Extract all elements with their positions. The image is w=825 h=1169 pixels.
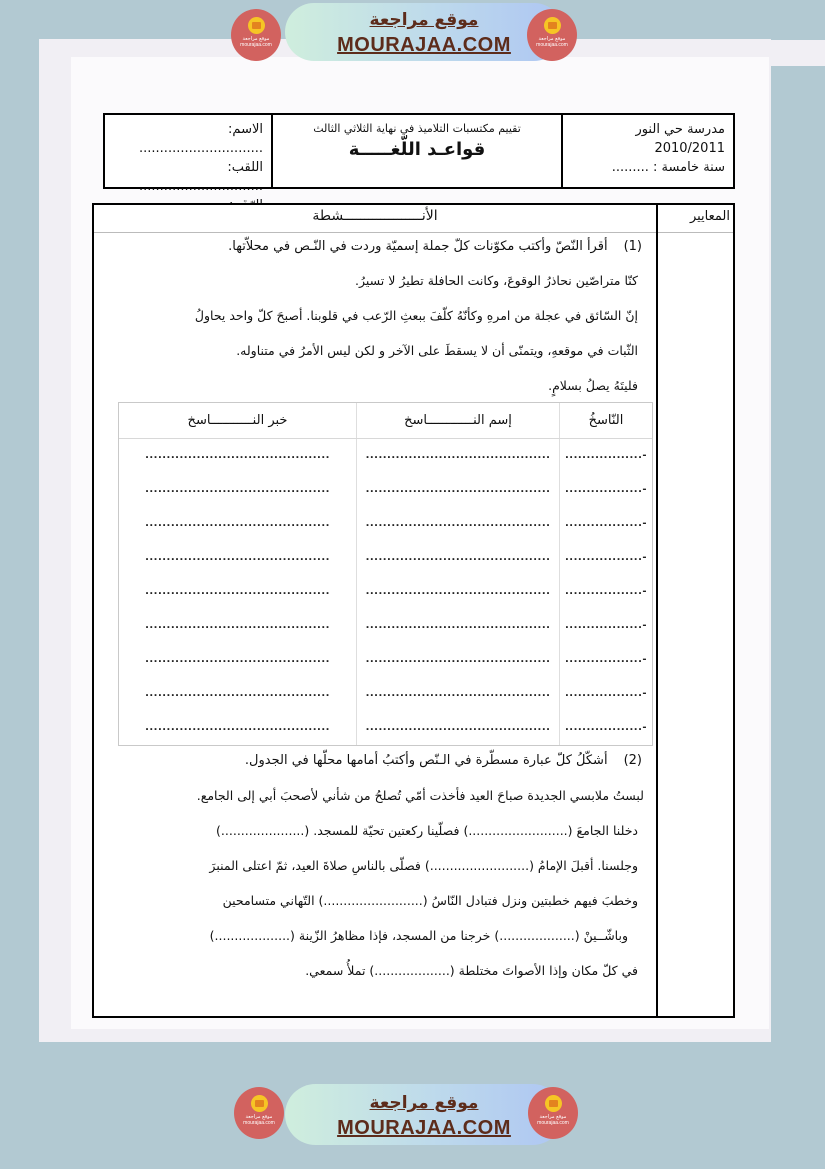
answer-cell-khabar: ........................................... <box>145 620 330 631</box>
site-logo <box>234 1087 284 1139</box>
reading-text-line: كنّا متراصّين نحاذرُ الوقوعَ، وكانت الحافلة تطيرُ لا تسيرُ. <box>354 273 638 288</box>
site-logo <box>231 9 281 61</box>
answer-cell-ism: ........................................... <box>356 541 559 575</box>
school-info-cell <box>561 115 733 187</box>
answer-table-row <box>119 473 652 507</box>
exercise1-instruction <box>94 239 656 254</box>
logo-caption-ar: موقع مراجعة <box>538 36 566 42</box>
page-edge-strip <box>771 40 825 66</box>
exercise2-text-line: وجلسنا. أقبلَ الإمامُ (.........................) فصلّى بالناسِ صلاةَ العيد، ثمّ اعتلى المنبرَ <box>209 858 638 873</box>
answer-cell-ism: ........................................... <box>356 575 559 609</box>
site-domain-link[interactable]: MOURAJAA.COM <box>337 1117 511 1139</box>
exercise2-text-line: وخطبَ فيهم خطبتين ونزل فتبادل النّاسُ (.........................) التّهاني متسامحين <box>222 893 638 908</box>
logo-caption-domain: mourajaa.com <box>240 42 272 48</box>
grade-level: سنة خامسة : ......... <box>611 160 725 175</box>
answer-cell-khabar: ........................................... <box>145 552 330 563</box>
site-logo <box>528 1087 578 1139</box>
answer-cell-ism: ........................................... <box>356 643 559 677</box>
worksheet-body <box>92 203 735 1018</box>
answer-table-row <box>119 609 652 643</box>
exam-header-table <box>103 113 735 194</box>
answer-cell-ism: ........................................... <box>356 473 559 507</box>
answer-table-row <box>119 575 652 609</box>
answer-cell-nasikh: -.................. <box>559 507 652 541</box>
book-icon <box>545 1095 562 1112</box>
site-name-arabic[interactable]: موقع مراجعة <box>369 10 479 30</box>
criteria-column <box>656 205 733 1016</box>
logo-caption-ar: موقع مراجعة <box>245 1114 273 1120</box>
student-id-cell <box>105 115 271 194</box>
answer-table-row <box>119 541 652 575</box>
answer-cell-ism: ........................................... <box>356 677 559 711</box>
answer-cell-khabar: ........................................... <box>145 450 330 461</box>
answer-cell-ism: ........................................... <box>356 711 559 745</box>
column-header-ism-nasikh: إسم النــــــــــــاسخ <box>356 403 559 438</box>
answer-cell-nasikh: -.................. <box>559 677 652 711</box>
column-header-nasikh: النّاسخُ <box>559 403 652 438</box>
answer-cell-nasikh: -.................. <box>559 711 652 745</box>
answer-table-header <box>119 403 652 439</box>
exercise2-instruction <box>94 753 656 768</box>
answer-cell-nasikh: -.................. <box>559 473 652 507</box>
column-header-khabar-nasikh: خبر النـــــــــــاسخ <box>187 413 288 428</box>
answer-table-row <box>119 439 652 473</box>
exercise2-text-line: لبستُ ملابسي الجديدة صباحَ العيد فأخذت أمّي تُصلحُ من شأني لأصحبَ أبي إلى الجامع. <box>196 788 644 803</box>
answer-cell-khabar: ........................................... <box>145 484 330 495</box>
book-icon <box>248 17 265 34</box>
answer-cell-ism: ........................................... <box>356 439 559 473</box>
subject-title: قواعـد اللّغـــــة <box>348 139 486 160</box>
answer-cell-ism: ........................................... <box>356 507 559 541</box>
logo-caption-domain: mourajaa.com <box>537 1120 569 1126</box>
exercise1-number: (1) <box>623 239 642 254</box>
answer-table-row <box>119 643 652 677</box>
site-banner-top[interactable] <box>285 3 563 61</box>
book-icon <box>544 17 561 34</box>
logo-caption-domain: mourajaa.com <box>243 1120 275 1126</box>
student-name-field: الاسم: .............................. <box>139 122 263 156</box>
school-name: مدرسة حي النور <box>635 122 725 137</box>
answer-cell-nasikh: -.................. <box>559 439 652 473</box>
logo-caption-ar: موقع مراجعة <box>242 36 270 42</box>
exercise2-text-line: وباشّــينْ (...................) خرجنا من المسجد، فإذا مظاهرُ الزّينة (...................) <box>209 928 628 943</box>
answer-cell-khabar: ........................................... <box>145 518 330 529</box>
answer-cell-khabar: ........................................... <box>145 586 330 597</box>
exercise1-instruction-text: أقرأ النّصّ وأكتب مكوّنات كلّ جملة إسميّة وردت في النّـص في محلاّتها. <box>228 239 608 254</box>
exam-title-cell <box>271 115 561 187</box>
answer-cell-khabar: ........................................... <box>145 722 330 733</box>
site-name-arabic[interactable]: موقع مراجعة <box>369 1093 479 1113</box>
site-banner-bottom[interactable] <box>285 1084 563 1145</box>
activities-header: الأنـــــــــــــــــــشطة <box>94 205 656 233</box>
answer-cell-khabar: ........................................... <box>145 654 330 665</box>
answer-cell-nasikh: -.................. <box>559 643 652 677</box>
site-logo <box>527 9 577 61</box>
site-domain-link[interactable]: MOURAJAA.COM <box>337 34 511 56</box>
reading-text-line: إنّ السّائق في عجلة من امرهِ وكأنّهُ كلّفَ ببعثِ الرّعب في قلوبنا. أصبحَ كلّ واحد يحاولُ <box>194 308 638 323</box>
answer-table-body <box>119 439 652 745</box>
answer-cell-khabar: ........................................... <box>145 688 330 699</box>
answer-table <box>118 402 653 746</box>
answer-table-row <box>119 711 652 745</box>
exercise2-instruction-text: أشكّلُ كلّ عبارة مسطّرة في الـنّص وأكتبُ أمامها محلّها في الجدول. <box>244 753 608 768</box>
answer-cell-nasikh: -.................. <box>559 609 652 643</box>
answer-table-row <box>119 507 652 541</box>
logo-caption-domain: mourajaa.com <box>536 42 568 48</box>
answer-table-row <box>119 677 652 711</box>
book-icon <box>251 1095 268 1112</box>
evaluation-line: تقييم مكتسبات التلاميذ في نهاية الثلاثي الثالث <box>313 122 521 135</box>
reading-text-line: الثّبات في موقعهِ، ويتمنّى أن لا يسقطَ على الآخر و لكن ليس الأمرُ في متناوله. <box>236 343 638 358</box>
answer-cell-nasikh: -.................. <box>559 575 652 609</box>
answer-cell-ism: ........................................... <box>356 609 559 643</box>
answer-cell-nasikh: -.................. <box>559 541 652 575</box>
criteria-header: المعايير <box>658 205 733 233</box>
logo-caption-ar: موقع مراجعة <box>539 1114 567 1120</box>
student-surname-field: اللقب: .............................. <box>139 160 263 194</box>
exercise2-text-line: دخلنا الجامعَ (.........................) فصلّينا ركعتين تحيّة للمسجد. (.....................) <box>216 823 638 838</box>
activities-column <box>94 205 656 1016</box>
school-year: 2010/2011 <box>654 141 725 156</box>
reading-text-line: فليتَهُ يصلُ بسلامٍ. <box>548 378 638 393</box>
exercise2-number: (2) <box>623 753 642 768</box>
exercise2-text-line: في كلّ مكان وإذا الأصواتَ مختلطة (...................) تملأُ سمعي. <box>305 963 638 978</box>
